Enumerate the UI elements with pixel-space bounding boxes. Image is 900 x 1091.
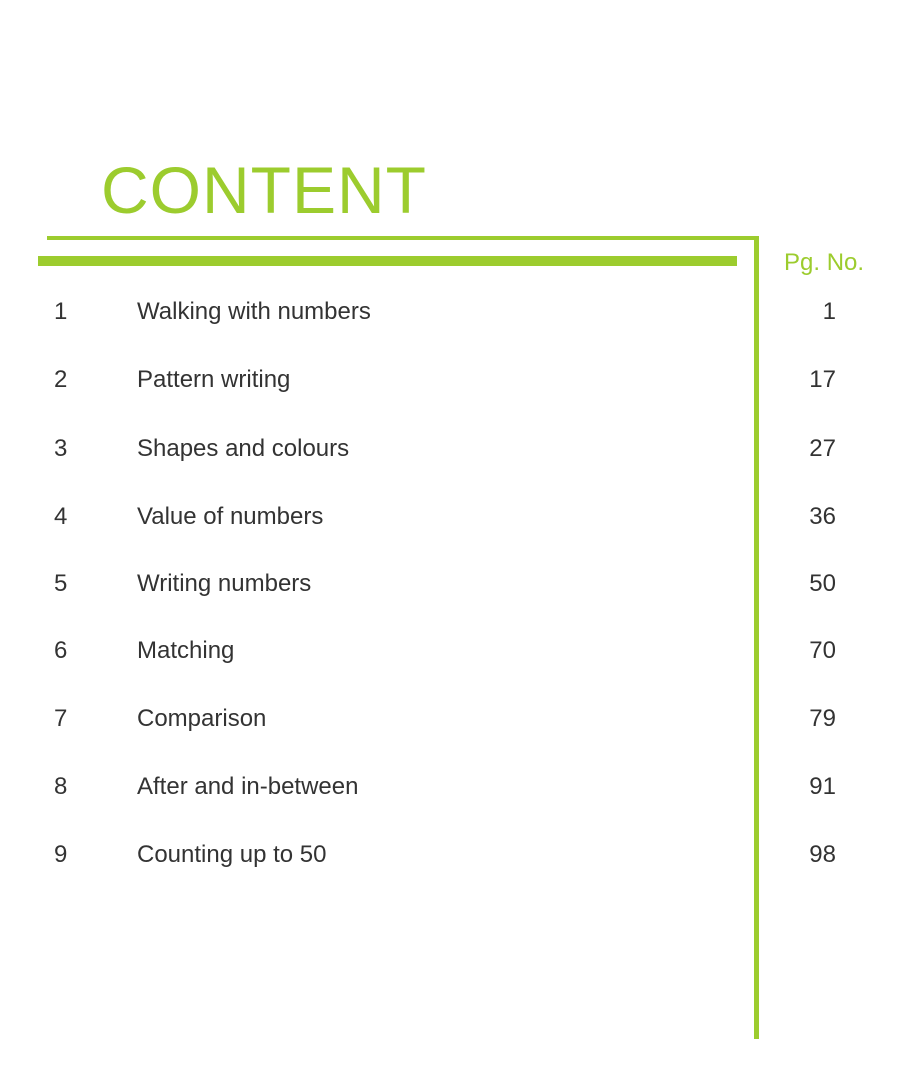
toc-entry [0, 567, 900, 601]
toc-entry [0, 838, 900, 872]
header-rule [38, 256, 737, 266]
toc-entry [0, 634, 900, 668]
toc-entry [0, 770, 900, 804]
toc-entry-page: 91 [809, 773, 836, 800]
toc-entry-page: 36 [809, 503, 836, 530]
toc-entry-page: 27 [809, 435, 836, 462]
toc-entry-page: 50 [809, 570, 836, 597]
toc-entry-title: Comparison [137, 705, 267, 732]
toc-entry [0, 500, 900, 534]
toc-entry-title: Shapes and colours [137, 435, 350, 462]
toc-entry-title: Writing numbers [137, 570, 312, 597]
toc-entry-title: Counting up to 50 [137, 841, 327, 868]
toc-entry [0, 702, 900, 736]
toc-entry [0, 295, 900, 329]
toc-entry-title: After and in-between [137, 773, 359, 800]
toc-entry-number: 3 [54, 435, 68, 462]
toc-entry [0, 432, 900, 466]
toc-entry-page: 1 [822, 298, 836, 325]
page-title: CONTENT [101, 153, 427, 227]
toc-entry-number: 1 [54, 298, 68, 325]
toc-entry-page: 98 [809, 841, 836, 868]
top-rule [47, 236, 759, 240]
toc-entry-number: 6 [54, 637, 68, 664]
toc-entry-title: Walking with numbers [137, 298, 371, 325]
toc-entry-number: 7 [54, 705, 68, 732]
toc-entry-page: 17 [809, 366, 836, 393]
toc-entry-title: Pattern writing [137, 366, 291, 393]
toc-entry-number: 9 [54, 841, 68, 868]
toc-entry-number: 8 [54, 773, 68, 800]
page-number-header: Pg. No. [784, 249, 865, 276]
toc-entry-page: 70 [809, 637, 836, 664]
toc-entry-number: 4 [54, 503, 68, 530]
toc-entry-page: 79 [809, 705, 836, 732]
toc-entry-number: 5 [54, 570, 68, 597]
toc-entry-number: 2 [54, 366, 68, 393]
toc-entry-title: Value of numbers [137, 503, 324, 530]
toc-entry-title: Matching [137, 637, 235, 664]
toc-entry [0, 363, 900, 397]
